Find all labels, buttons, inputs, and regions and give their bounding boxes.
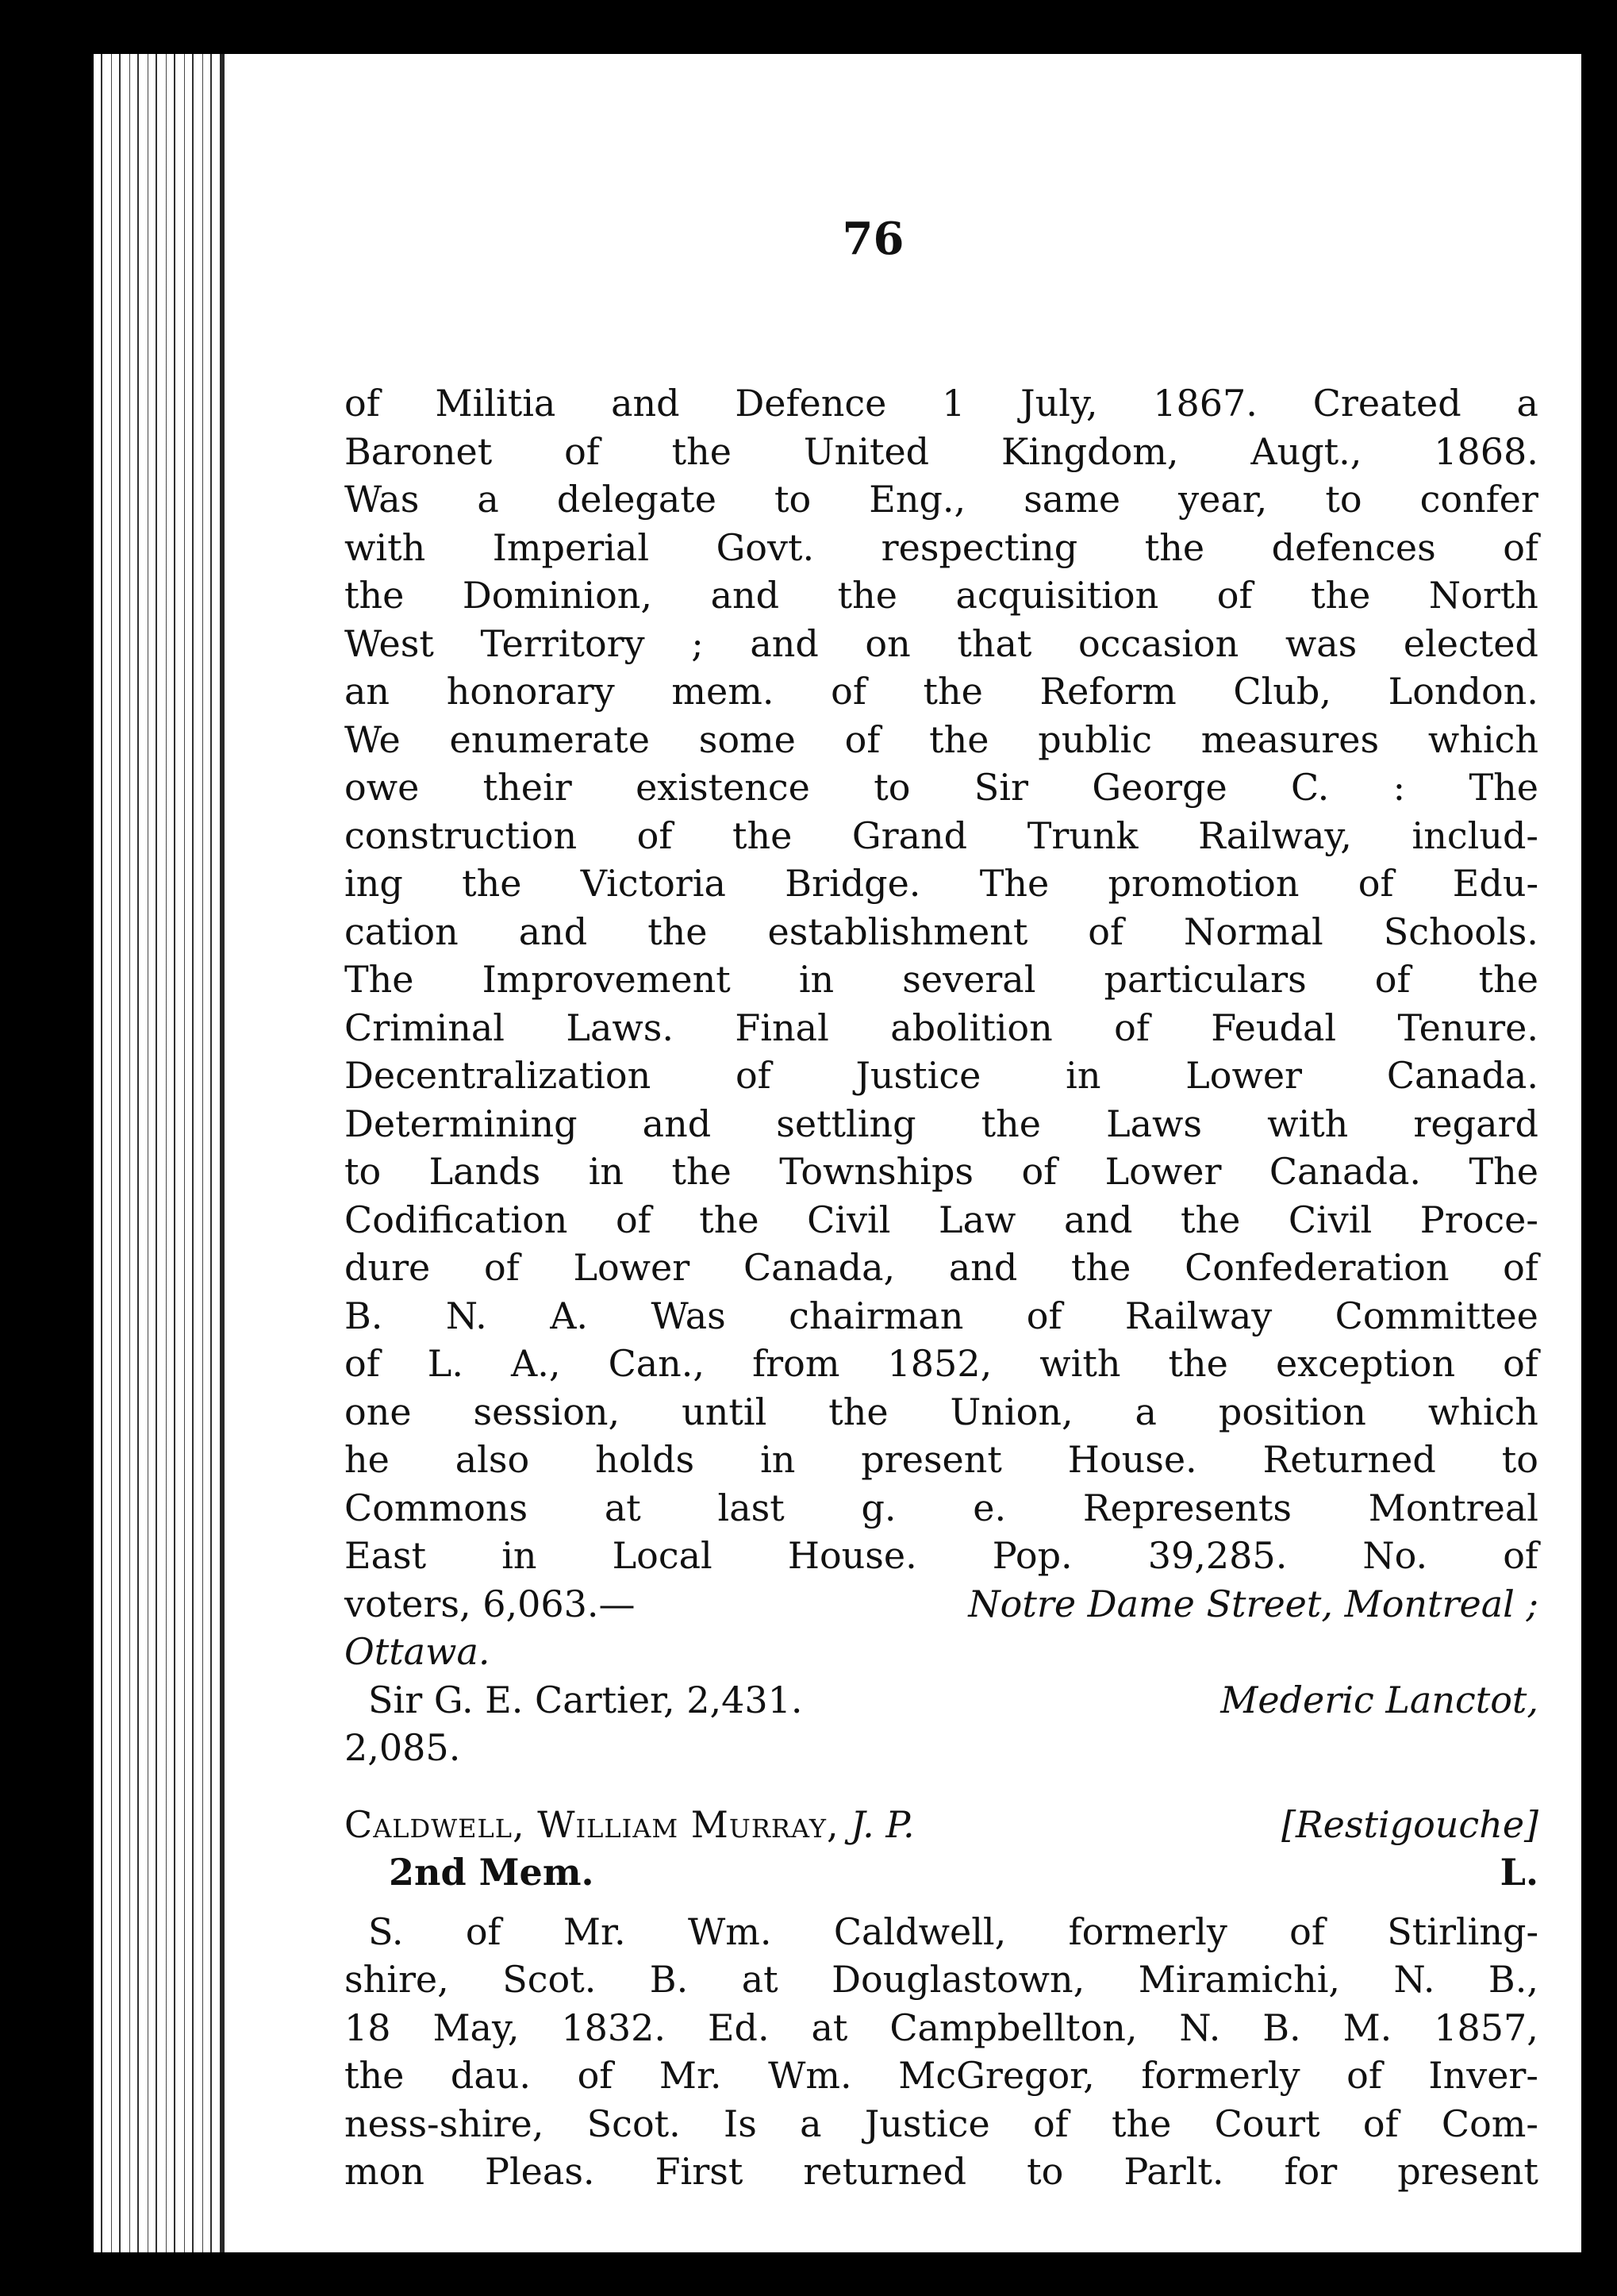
election-result: Sir G. E. Cartier, 2,431. Mederic Lanctot, [368,1678,1538,1721]
text-line: the Dominion, and the acquisition of the North [344,574,1538,617]
text-line: he also holds in present House. Returned to [344,1438,1538,1481]
text-line: Baronet of the United Kingdom, Augt., 1868. [344,429,1538,473]
page-text [344,379,1538,2196]
entry-party: L. [1500,1851,1538,1894]
page-number: 76 [842,213,905,265]
text-line: dure of Lower Canada, and the Confederation of [344,1246,1538,1289]
text-line: shire, Scot. B. at Douglastown, Miramichi, N. B., [344,1958,1538,2001]
text-line: ness-shire, Scot. Is a Justice of the Court of Com- [344,2102,1538,2145]
text-line: one session, until the Union, a position which [344,1390,1538,1433]
text-line: East in Local House. Pop. 39,285. No. of [344,1534,1538,1577]
text-line: owe their existence to Sir George C. : The [344,766,1538,809]
text-line: West Territory ; and on that occasion was elected [344,621,1538,665]
text-line: S. of Mr. Wm. Caldwell, formerly of Stirling- [368,1909,1538,1953]
text-line: Was a delegate to Eng., same year, to confer [344,478,1538,521]
text-line: cation and the establishment of Normal Schools. [344,910,1538,953]
page-edge-binding [94,54,225,2252]
text-line: with Imperial Govt. respecting the defences of [344,525,1538,569]
entry-title: J. P. [851,1802,915,1846]
text-line: the dau. of Mr. Wm. McGregor, formerly of Inver- [344,2054,1538,2097]
text-line: Decentralization of Justice in Lower Canada. [344,1054,1538,1097]
text-line: to Lands in the Townships of Lower Canada. The [344,1150,1538,1193]
book-page [94,54,1581,2252]
text-line: B. N. A. Was chairman of Railway Committee [344,1294,1538,1337]
text-line: ing the Victoria Bridge. The promotion of Edu- [344,862,1538,905]
address-end: Ottawa. [344,1630,490,1673]
text-line: We enumerate some of the public measures which [344,717,1538,761]
election-result-cont: 2,085. [344,1726,461,1769]
text-line: an honorary mem. of the Reform Club, London. [344,670,1538,713]
text-line: The Improvement in several particulars of the [344,958,1538,1001]
text-line: construction of the Grand Trunk Railway, includ- [344,813,1538,857]
entry-body [344,1908,1538,2196]
text-line: voters, 6,063.— Notre Dame Street, Montreal ; [344,1580,1538,1629]
entry-heading [344,1801,1538,1849]
text-line: of L. A., Can., from 1852, with the exception of [344,1342,1538,1385]
text-line: of Militia and Defence 1 July, 1867. Created a [344,382,1538,425]
paragraph-cartier [344,379,1538,1580]
text-line: 18 May, 1832. Ed. at Campbellton, N. B. M. 1857, [344,2006,1538,2049]
text-line: Codification of the Civil Law and the Civil Proce- [344,1198,1538,1241]
entry-riding: [Restigouche] [1281,1802,1538,1846]
entry-member: 2nd Mem. [389,1851,594,1894]
entry-member-line [344,1848,1538,1897]
text-line: Determining and settling the Laws with regard [344,1102,1538,1145]
address: Notre Dame Street, Montreal ; [968,1582,1538,1625]
text-line [344,1628,1538,1676]
entry-name: Caldwell, William Murray, [344,1802,839,1846]
text-line: Criminal Laws. Final abolition of Feudal Tenure. [344,1006,1538,1049]
text-line: Commons at last g. e. Represents Montreal [344,1486,1538,1529]
text-line: mon Pleas. First returned to Parlt. for present [344,2150,1538,2193]
